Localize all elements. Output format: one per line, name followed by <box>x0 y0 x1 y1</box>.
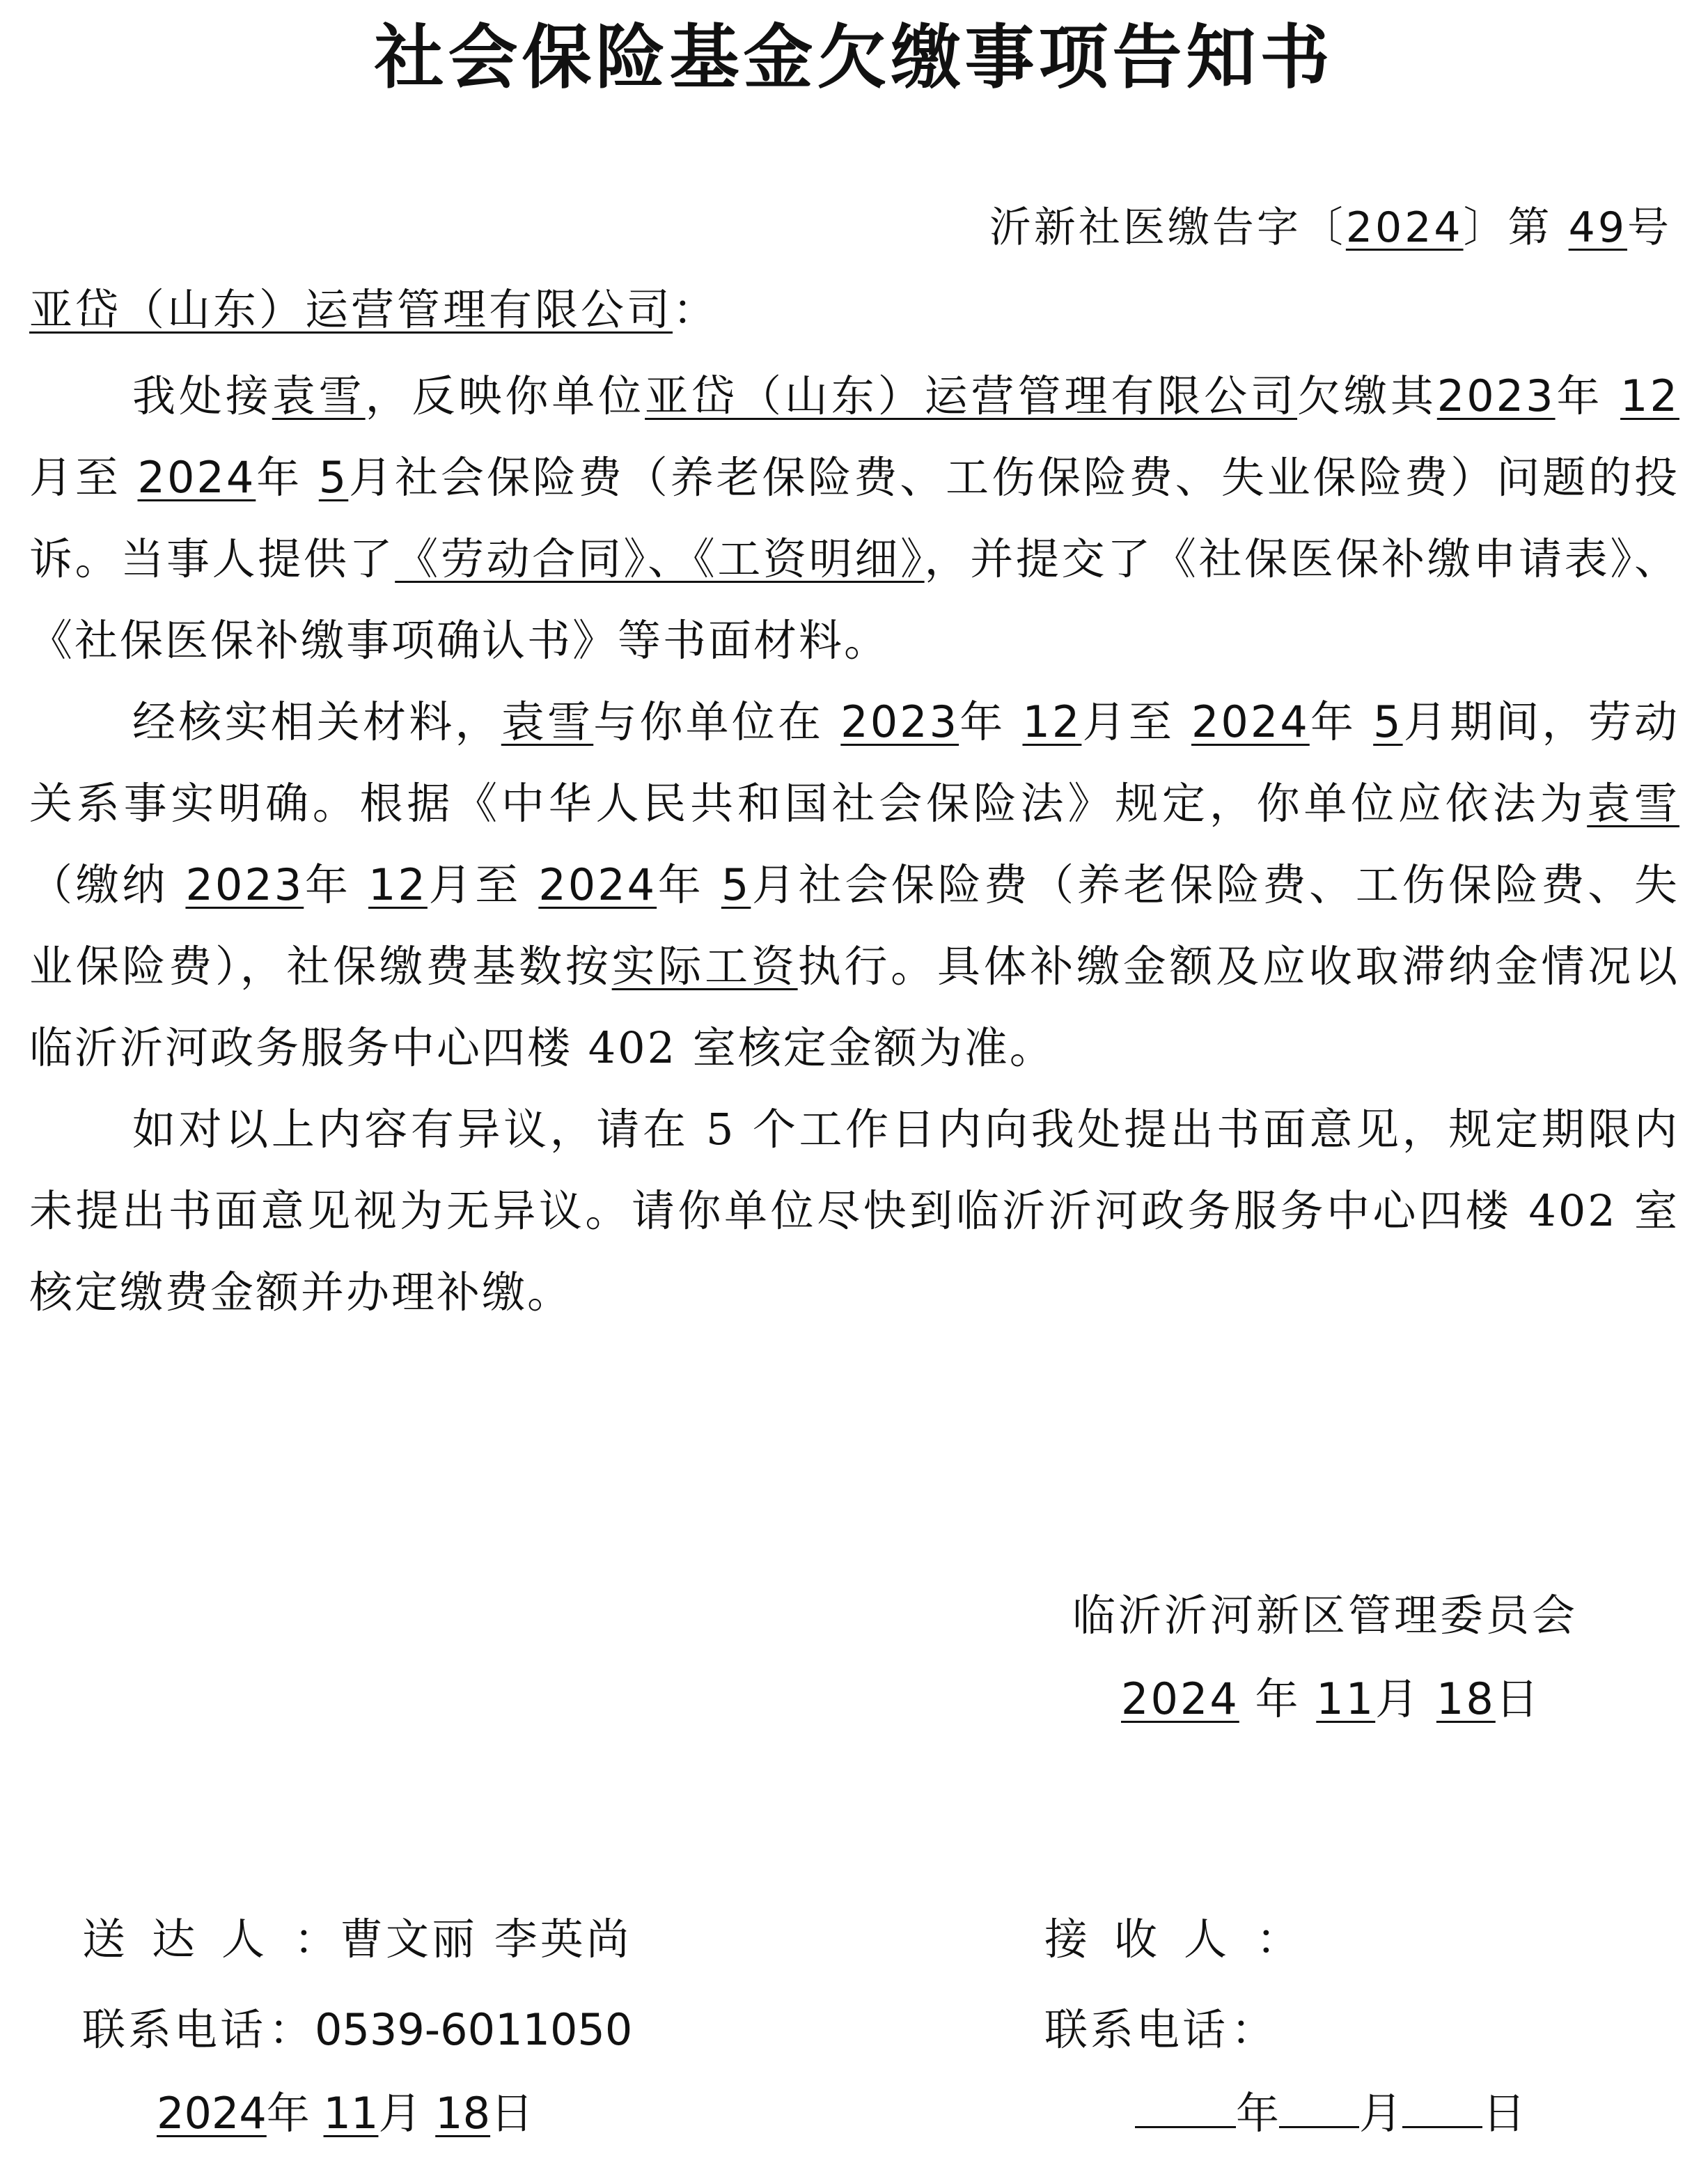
text: 月社会保险费（养老保险费、工伤保险费、失业保险费），社保缴费基数按 <box>29 859 1679 992</box>
employee-name: 袁雪 <box>1587 778 1679 829</box>
paragraph-complaint <box>29 355 1679 681</box>
text: ，并提交了《社保医保补缴申请表》、《社保医保补缴事项确认书》等书面材料。 <box>29 533 1679 666</box>
receipt-date <box>1135 2082 1526 2145</box>
start-month: 12 <box>1022 696 1082 747</box>
text: 执行。具体补缴金额及应收取滞纳金情况以临沂沂河政务服务中心四楼 402 室核定金额为准。 <box>29 941 1679 1073</box>
month-blank[interactable] <box>1279 2084 1359 2128</box>
notice-body <box>29 355 1679 1333</box>
text: 月至 <box>1081 696 1175 747</box>
sender-row <box>82 1908 632 1971</box>
text: ，反映你单位 <box>365 370 645 421</box>
issue-year: 2024 <box>1121 1673 1239 1724</box>
text: 月社会保险费（养老保险费、工伤保险费、失业保险费）问题的投诉。当事人提供了 <box>29 452 1679 584</box>
doc-number-year: 2024 <box>1345 203 1464 252</box>
receiver-phone-row <box>1044 1999 1277 2061</box>
start-month: 12 <box>1620 370 1679 421</box>
text: 年 <box>256 452 303 503</box>
sender-phone-row <box>82 1999 632 2061</box>
doc-number-prefix: 沂新社医缴告字〔 <box>989 203 1346 252</box>
month-label: 月 <box>1375 1673 1421 1724</box>
end-month: 5 <box>721 859 751 910</box>
year-label: 年 <box>1236 2088 1280 2139</box>
end-month: 5 <box>318 452 349 503</box>
addressee-name: 亚岱（山东）运营管理有限公司 <box>29 284 673 335</box>
colon: ： <box>1256 1914 1300 1965</box>
phone-label: 联系电话 <box>1044 2004 1229 2055</box>
text: 年 <box>1309 696 1357 747</box>
day-label: 日 <box>1482 2088 1526 2139</box>
day-label: 日 <box>490 2088 534 2139</box>
provided-documents: 《劳动合同》、《工资明细》 <box>395 533 925 584</box>
sender-names: 曹文丽 李英尚 <box>340 1914 632 1965</box>
start-month: 12 <box>368 859 428 910</box>
sender-label: 送达人 <box>82 1914 292 1965</box>
text: 年 <box>657 859 705 910</box>
text: 欠缴其 <box>1297 370 1437 421</box>
addressee <box>29 279 719 341</box>
text: 我处接 <box>132 370 272 421</box>
end-year: 2024 <box>1191 696 1310 747</box>
delivery-month: 11 <box>323 2088 379 2139</box>
delivery-date <box>157 2082 533 2145</box>
phone-label: 联系电话 <box>82 2004 267 2055</box>
employee-name: 袁雪 <box>501 696 594 747</box>
doc-number-value: 49 <box>1568 203 1627 252</box>
paragraph-verification <box>29 681 1679 1088</box>
issue-month: 11 <box>1316 1673 1376 1724</box>
paragraph-objection: 如对以上内容有异议，请在 5 个工作日内向我处提出书面意见，规定期限内未提出书面意见视为无异议。请你单位尽快到临沂沂河政务服务中心四楼 402 室核定缴费金额并办理补缴。 <box>29 1104 1679 1318</box>
end-year: 2024 <box>538 859 657 910</box>
issue-day: 18 <box>1436 1673 1496 1724</box>
issue-date <box>1121 1668 1541 1731</box>
year-label: 年 <box>266 2088 310 2139</box>
receiver-label: 接收人 <box>1044 1914 1254 1965</box>
start-year: 2023 <box>185 859 304 910</box>
doc-number-suffix: 号 <box>1627 203 1672 252</box>
start-year: 2023 <box>1436 370 1556 421</box>
colon: ： <box>294 1914 338 1965</box>
year-label: 年 <box>1255 1673 1301 1724</box>
delivery-day: 18 <box>435 2088 491 2139</box>
document-number <box>989 196 1672 259</box>
issuing-organization: 临沂沂河新区管理委员会 <box>1072 1590 1578 1641</box>
text: 年 <box>304 859 352 910</box>
receiver-row <box>1044 1908 1302 1971</box>
text: 与你单位在 <box>593 696 824 747</box>
day-blank[interactable] <box>1402 2084 1482 2128</box>
delivery-year: 2024 <box>157 2088 267 2139</box>
document-title: 社会保险基金欠缴事项告知书 <box>374 17 1334 98</box>
text: 月至 <box>427 859 522 910</box>
sender-phone: 0539-6011050 <box>315 2004 633 2055</box>
end-year: 2024 <box>137 452 256 503</box>
day-label: 日 <box>1495 1673 1541 1724</box>
text: （缴纳 <box>29 859 169 910</box>
company-name: 亚岱（山东）运营管理有限公司 <box>645 370 1297 421</box>
month-label: 月 <box>1359 2088 1403 2139</box>
colon: ： <box>269 2004 313 2055</box>
text: 月期间，劳动关系事实明确。根据《中华人民共和国社会保险法》规定，你单位应依法为 <box>29 696 1679 829</box>
end-month: 5 <box>1373 696 1403 747</box>
text: 年 <box>1555 370 1604 421</box>
contribution-base: 实际工资 <box>611 941 798 992</box>
year-blank[interactable] <box>1135 2084 1236 2128</box>
addressee-colon: ： <box>673 284 719 335</box>
text: 年 <box>959 696 1006 747</box>
colon: ： <box>1231 2004 1275 2055</box>
month-label: 月 <box>378 2088 422 2139</box>
text: 经核实相关材料， <box>132 696 501 747</box>
doc-number-middle: 〕第 <box>1463 203 1553 252</box>
complainant-name: 袁雪 <box>272 370 366 421</box>
start-year: 2023 <box>840 696 959 747</box>
text: 月至 <box>29 452 121 503</box>
